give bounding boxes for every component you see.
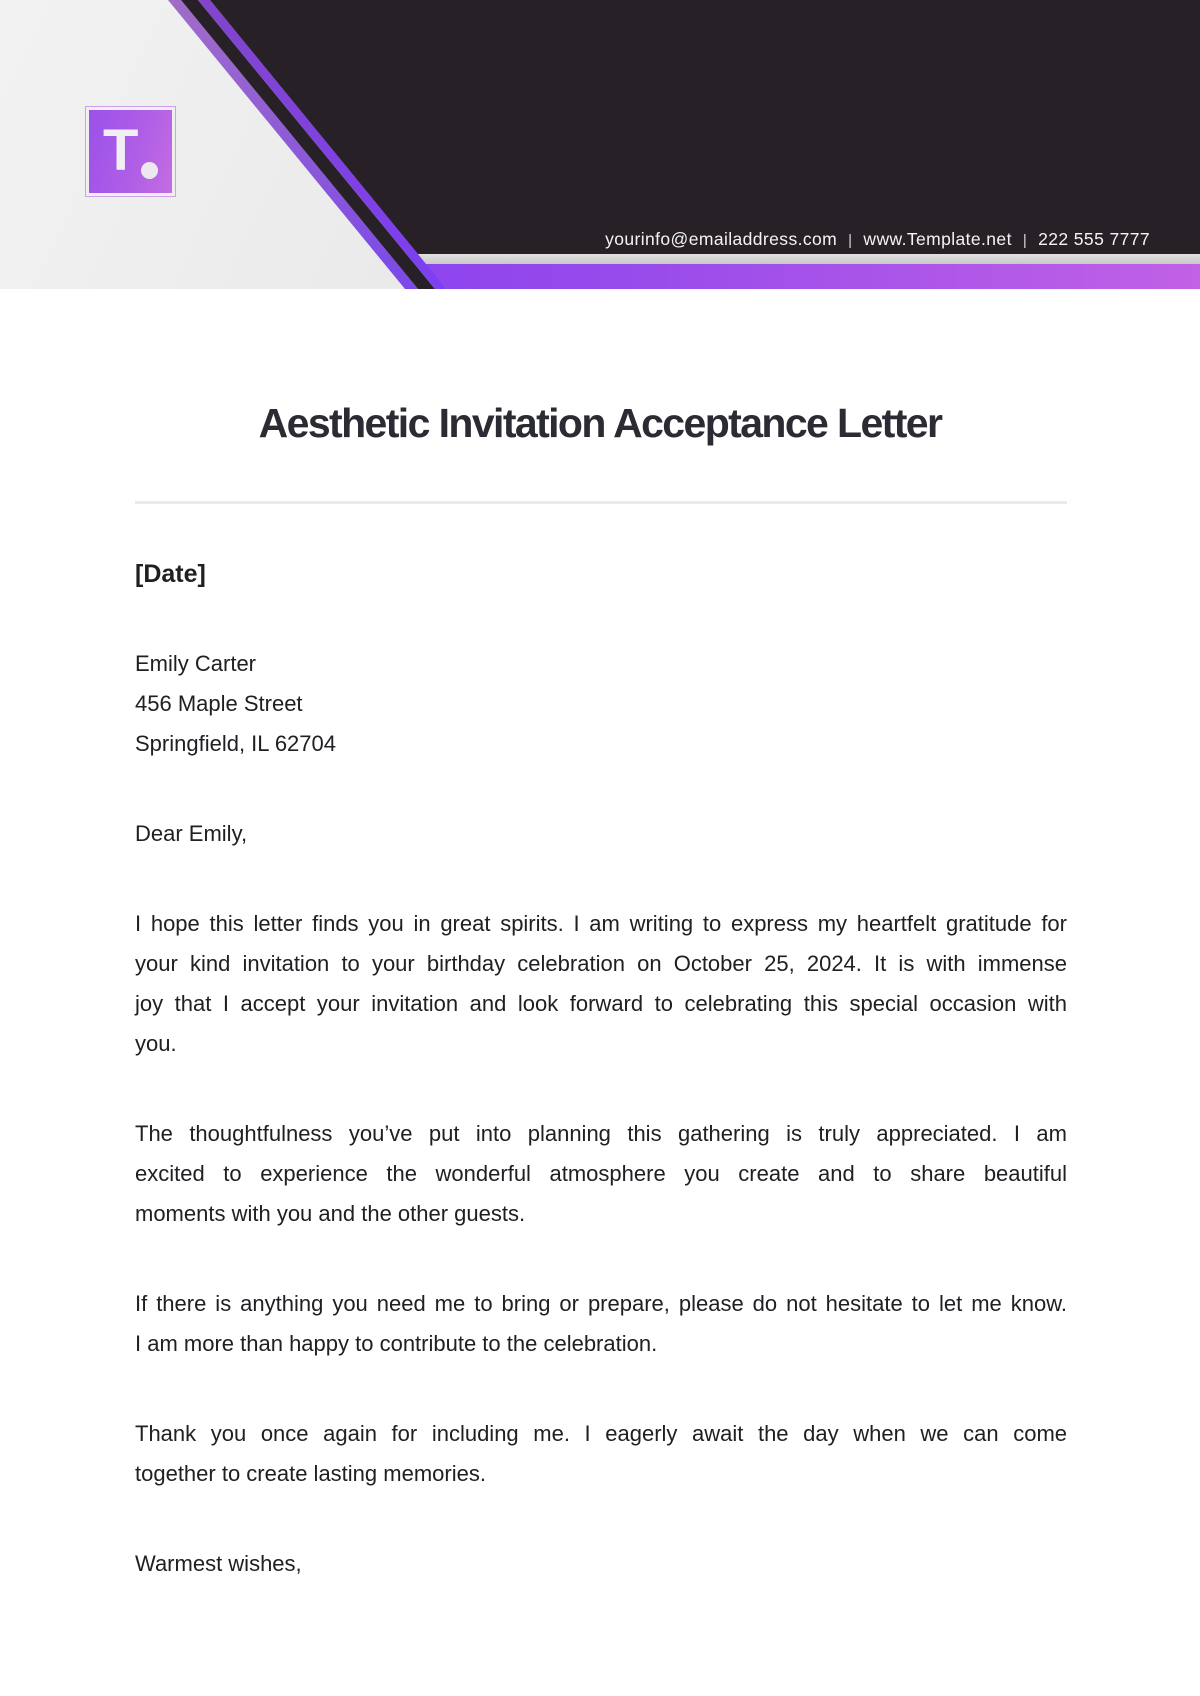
recipient-address [135, 644, 1067, 764]
brand-logo-box [89, 110, 172, 193]
brand-logo [85, 106, 176, 197]
paragraph-line: I am more than happy to contribute to the celebration. [135, 1331, 658, 1356]
page-title: Aesthetic Invitation Acceptance Letter [258, 400, 942, 446]
paragraph-line: moments with you and the other guests. [135, 1201, 526, 1226]
paragraph-line: joy that I accept your invitation and look forward to celebrating this special occasion with [135, 991, 1067, 1016]
letter-body [135, 554, 1067, 1634]
contact-phone: 222 555 7777 [1038, 229, 1150, 249]
paragraph-line: your kind invitation to your birthday celebration on October 25, 2024. It is with immense [135, 951, 1067, 976]
closing: Warmest wishes, [135, 1551, 302, 1576]
paragraph-line: excited to experience the wonderful atmosphere you create and to share beautiful [135, 1161, 1067, 1186]
logo-dot-icon [141, 162, 158, 179]
paragraph-line: The thoughtfulness you’ve put into planning this gathering is truly appreciated. I am [135, 1121, 1067, 1146]
contact-separator: | [1022, 232, 1028, 249]
paragraph-line: Thank you once again for including me. I eagerly await the day when we can come [135, 1421, 1067, 1446]
contact-email: yourinfo@emailaddress.com [605, 229, 838, 249]
logo-letter: T [103, 118, 139, 183]
recipient-name: Emily Carter [135, 651, 257, 676]
letterhead [0, 0, 1200, 289]
title-divider [135, 501, 1067, 504]
contact-website: www.Template.net [863, 229, 1012, 249]
date-placeholder: [Date] [135, 560, 206, 588]
paragraph-2 [135, 1114, 1067, 1234]
paragraph-line: together to create lasting memories. [135, 1461, 486, 1486]
paragraph-3 [135, 1284, 1067, 1364]
recipient-city-state-zip: Springfield, IL 62704 [135, 731, 336, 756]
contact-separator: | [848, 232, 853, 249]
paragraph-1 [135, 904, 1067, 1064]
contact-info [605, 228, 1150, 252]
paragraph-4 [135, 1414, 1067, 1494]
salutation: Dear Emily, [135, 821, 248, 846]
paragraph-line: If there is anything you need me to bring or prepare, please do not hesitate to let me know. [135, 1291, 1067, 1316]
recipient-street: 456 Maple Street [135, 691, 303, 716]
paragraph-line: you. [135, 1031, 177, 1056]
paragraph-line: I hope this letter finds you in great spirits. I am writing to express my heartfelt gratitude for [135, 911, 1067, 936]
